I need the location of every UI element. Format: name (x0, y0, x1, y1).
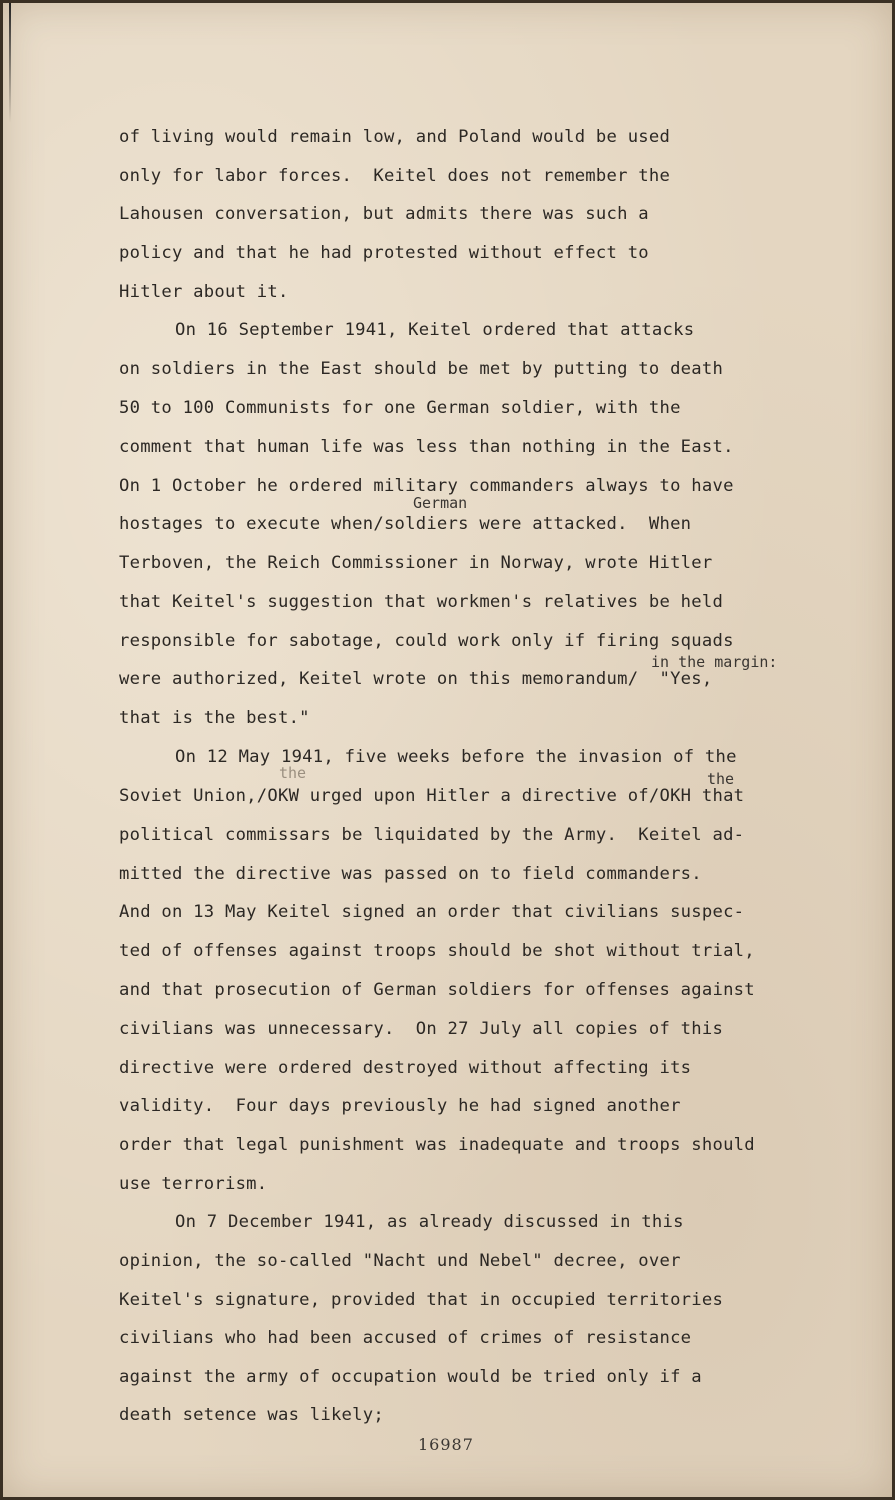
text-line: mitted the directive was passed on to field commanders. (119, 864, 702, 884)
text-line: use terrorism. (119, 1174, 268, 1194)
text-line: and that prosecution of German soldiers for offenses against (119, 980, 755, 1000)
text-line: And on 13 May Keitel signed an order that civilians suspec- (119, 902, 745, 922)
text-line: civilians was unnecessary. On 27 July all copies of this (119, 1019, 724, 1039)
text-line: responsible for sabotage, could work only if firing squads (119, 631, 734, 651)
text-line: order that legal punishment was inadequate and troops should (119, 1135, 755, 1155)
text-line: Keitel's signature, provided that in occupied territories (119, 1290, 724, 1310)
text-line: of living would remain low, and Poland would be used (119, 127, 671, 147)
text-line: that is the best." (119, 708, 310, 728)
text-line: ted of offenses against troops should be shot without trial, (119, 941, 755, 961)
text-line: opinion, the so-called "Nacht und Nebel" decree, over (119, 1251, 681, 1271)
text-line: policy and that he had protested without effect to (119, 243, 649, 263)
text-line: political commissars be liquidated by the Army. Keitel ad- (119, 825, 745, 845)
inserted-phrase-in-the-margin: in the margin: (651, 653, 778, 671)
text-line: on soldiers in the East should be met by putting to death (119, 359, 724, 379)
text-line: On 12 May 1941, five weeks before the invasion of the (175, 747, 737, 767)
text-line: only for labor forces. Keitel does not remember the (119, 166, 671, 186)
text-line: Terboven, the Reich Commissioner in Norway, wrote Hitler (119, 553, 713, 573)
text-line: were authorized, Keitel wrote on this memorandum/ "Yes, (119, 669, 713, 689)
text-line: comment that human life was less than nothing in the East. (119, 437, 734, 457)
inserted-word-the-okw: the (279, 764, 307, 782)
text-line: validity. Four days previously he had signed another (119, 1096, 681, 1116)
inserted-word-german: German (413, 494, 468, 512)
binding-mark (9, 3, 11, 123)
text-line: Lahousen conversation, but admits there was such a (119, 204, 649, 224)
text-line: civilians who had been accused of crimes of resistance (119, 1328, 692, 1348)
text-line: that Keitel's suggestion that workmen's relatives be held (119, 592, 724, 612)
inserted-word-the-okh: the (707, 770, 735, 788)
text-line: death setence was likely; (119, 1405, 384, 1425)
text-line: directive were ordered destroyed without affecting its (119, 1058, 692, 1078)
text-line: Hitler about it. (119, 282, 289, 302)
text-line: On 1 October he ordered military commanders always to have (119, 476, 734, 496)
text-line: Soviet Union,/OKW urged upon Hitler a directive of/OKH that (119, 786, 745, 806)
text-line: On 16 September 1941, Keitel ordered that attacks (175, 320, 695, 340)
text-line: hostages to execute when/soldiers were attacked. When (119, 514, 692, 534)
text-line: On 7 December 1941, as already discussed in this (175, 1212, 684, 1232)
text-line: 50 to 100 Communists for one German soldier, with the (119, 398, 681, 418)
text-line: against the army of occupation would be tried only if a (119, 1367, 702, 1387)
page-number: 16987 (418, 1435, 474, 1454)
document-page (3, 3, 892, 1497)
